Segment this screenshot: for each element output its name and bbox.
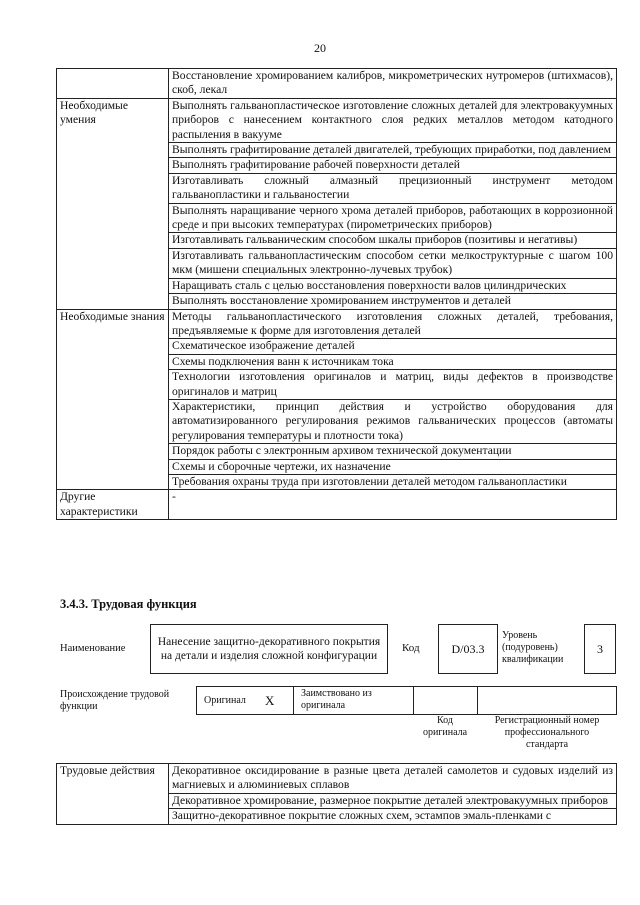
row-item: Декоративное хромирование, размерное покрытие деталей электровакуумных приборов <box>169 793 617 808</box>
level-value: 3 <box>597 641 603 656</box>
section-heading: 3.4.3. Трудовая функция <box>60 597 197 611</box>
original-box <box>196 686 294 715</box>
row-item: - <box>169 490 617 520</box>
row-item: Защитно-декоративное покрытие сложных схем, эстампов эмаль-пленками с <box>169 809 617 824</box>
row-item: Декоративное оксидирование в разные цвета деталей самолетов и судовых изделий из магниевых и алюминиевых сплавов <box>169 764 617 794</box>
row-item: Порядок работы с электронным архивом технической документации <box>169 444 617 459</box>
code-value: D/03.3 <box>451 641 485 656</box>
table-row <box>57 309 617 339</box>
row-item: Схематическое изображение деталей <box>169 339 617 354</box>
row-item: Требования охраны труда при изготовлении деталей методом гальванопластики <box>169 474 617 489</box>
code-caption: Код оригинала <box>422 715 468 738</box>
row-label: Необходимые умения <box>57 98 169 309</box>
page-number: 20 <box>314 41 326 55</box>
row-item: Выполнять восстановление хромированием инструментов и деталей <box>169 294 617 309</box>
row-item: Выполнять гальванопластическое изготовление сложных деталей для электровакуумных приборов с нанесением контактного слоя редких металлов методом катодного распыления в вакууме <box>169 98 617 142</box>
row-label: Другие характеристики <box>57 490 169 520</box>
registration-caption: Регистрационный номер профессионального стандарта <box>494 715 600 750</box>
row-item: Выполнять графитирование деталей двигателей, требующих приработки, под давлением <box>169 143 617 158</box>
original-label: Оригинал <box>204 695 246 706</box>
row-item: Восстановление хромированием калибров, микрометрических нутромеров (штихмасов), скоб, лекал <box>169 69 617 99</box>
labor-actions-table <box>56 763 617 825</box>
table-row <box>57 490 617 520</box>
row-label <box>57 69 169 99</box>
row-item: Схемы подключения ванн к источникам тока <box>169 354 617 369</box>
row-label: Трудовые действия <box>57 764 169 825</box>
requirements-table <box>56 68 617 520</box>
row-item: Изготавливать гальванопластическим способом сетки мелкоструктурные с шагом 100 мкм (мишени специальных электронно-лучевых трубок) <box>169 248 617 278</box>
row-item: Выполнять графитирование рабочей поверхности деталей <box>169 158 617 173</box>
code-label: Код <box>402 642 420 654</box>
row-item: Выполнять наращивание черного хрома деталей приборов, работающих в коррозионной среде и при высоких температурах (пирометрических приборов) <box>169 203 617 233</box>
row-item: Схемы и сборочные чертежи, их назначение <box>169 459 617 474</box>
borrowed-box <box>293 686 414 715</box>
row-item: Изготавливать гальваническим способом шкалы приборов (позитивы и негативы) <box>169 233 617 248</box>
function-name-value: Нанесение защитно-декоративного покрытия на детали и изделия сложной конфигурации <box>157 636 381 662</box>
table-row <box>57 764 617 794</box>
origin-label: Происхождение трудовой функции <box>60 689 170 712</box>
row-item: Наращивать сталь с целью восстановления поверхности валов цилиндрических <box>169 278 617 293</box>
level-box <box>584 624 616 674</box>
table-row <box>57 69 617 99</box>
row-item: Методы гальванопластического изготовления сложных деталей, требования, предъявляемые к форме для изготовления деталей <box>169 309 617 339</box>
function-name-box <box>150 624 388 674</box>
borrowed-label: Заимствовано из оригинала <box>301 688 372 711</box>
row-item: Характеристики, принцип действия и устройство оборудования для автоматизированного регулирования режимов гальванических процессов (автоматы регулирования температуры и плотности тока) <box>169 399 617 443</box>
code-box <box>438 624 498 674</box>
original-code-box <box>413 686 478 715</box>
row-label: Необходимые знания <box>57 309 169 490</box>
row-item: Технологии изготовления оригиналов и матриц, виды дефектов в производстве оригиналов и матриц <box>169 370 617 400</box>
table-row <box>57 98 617 142</box>
name-label: Наименование <box>60 643 126 654</box>
level-label: Уровень (подуровень) квалификации <box>502 630 564 665</box>
row-item: Изготавливать сложный алмазный прецизионный инструмент методом гальванопластики и гальваностегии <box>169 173 617 203</box>
registration-number-box <box>477 686 617 715</box>
original-mark: X <box>265 693 275 708</box>
